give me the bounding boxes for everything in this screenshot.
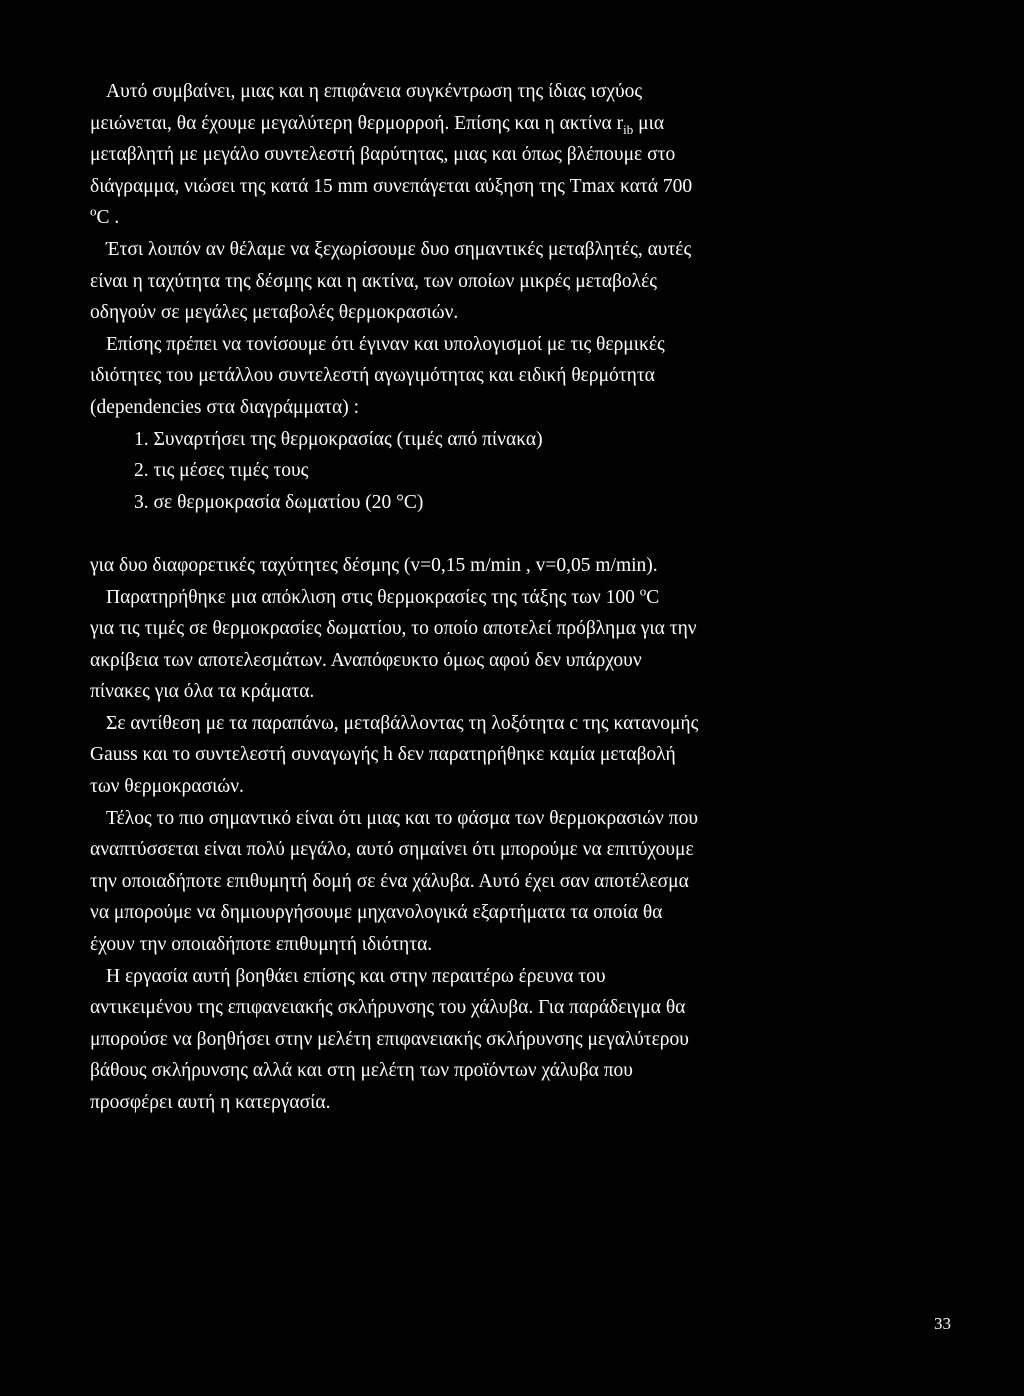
text-line: αντικειμένου της επιφανειακής σκλήρυνσης του χάλυβα. Για παράδειγμα θα xyxy=(90,997,686,1019)
text-line: την οποιαδήποτε επιθυμητή δομή σε ένα χάλυβα. Αυτό έχει σαν αποτέλεσμα xyxy=(90,870,689,892)
text-line: μειώνεται, θα έχουμε μεγαλύτερη θερμορροή. Επίσης και η ακτίνα $r_{ib}$ μια xyxy=(90,112,665,137)
text-line: για δυο διαφορετικές ταχύτητες δέσμης (v=0,15 m/min , v=0,05 m/min). xyxy=(90,554,658,576)
text-line: αναπτύσσεται είναι πολύ μεγάλο, αυτό σημαίνει ότι μπορούμε να επιτύχουμε xyxy=(90,839,694,861)
text-line: για τις τιμές σε θερμοκρασίες δωματίου, το οποίο αποτελεί πρόβλημα για την xyxy=(90,618,697,640)
text-line: Αυτό συμβαίνει, μιας και η επιφάνεια συγκέντρωση της ίδιας ισχύος xyxy=(106,81,643,102)
text-line: ακρίβεια των αποτελεσμάτων. Αναπόφευκτο όμως αφού δεν υπάρχουν xyxy=(90,649,642,671)
text-line: των θερμοκρασιών. xyxy=(90,776,244,798)
text-line: Έτσι λοιπόν αν θέλαμε να ξεχωρίσουμε δυο σημαντικές μεταβλητές, αυτές xyxy=(106,238,692,260)
text-line: μεταβλητή με μεγάλο συντελεστή βαρύτητας, μιας και όπως βλέπουμε στο xyxy=(90,144,676,166)
text-line: είναι η ταχύτητα της δέσμης και η ακτίνα, των οποίων μικρές μεταβολές xyxy=(90,270,657,292)
text-line: Επίσης πρέπει να τονίσουμε ότι έγιναν και υπολογισμοί με τις θερμικές xyxy=(106,333,665,355)
body-text xyxy=(90,76,970,1119)
text-line: μπορούσε να βοηθήσει στην μελέτη επιφανειακής σκλήρυνσης μεγαλύτερου xyxy=(90,1028,689,1050)
text-line: Σε αντίθεση με τα παραπάνω, μεταβάλλοντας τη λοξότητα c της κατανομής xyxy=(106,712,699,734)
text-line: $^o$C . xyxy=(90,203,120,229)
text-line: Η εργασία αυτή βοηθάει επίσης και στην περαιτέρω έρευνα του xyxy=(106,965,606,987)
degree-superscript: o xyxy=(90,203,97,219)
text-line: προσφέρει αυτή η κατεργασία. xyxy=(90,1092,331,1113)
spacer xyxy=(90,518,970,550)
text-line: Τέλος το πιο σημαντικό είναι ότι μιας και το φάσμα των θερμοκρασιών που xyxy=(106,807,698,829)
text-line: Παρατηρήθηκε μια απόκλιση στις θερμοκρασίες της τάξης των 100 $^o$C xyxy=(106,583,660,608)
text-line: ιδιότητες του μετάλλου συντελεστή αγωγιμότητας και ειδική θερμότητα xyxy=(90,365,655,387)
list-item: 3. σε θερμοκρασία δωματίου (20 °C) xyxy=(134,491,424,513)
text-line: βάθους σκλήρυνσης αλλά και στη μελέτη των προϊόντων χάλυβα που xyxy=(90,1060,633,1082)
text-line: οδηγούν σε μεγάλες μεταβολές θερμοκρασιών. xyxy=(90,302,459,324)
list-item: 2. τις μέσες τιμές τους xyxy=(134,460,309,482)
page-number: 33 xyxy=(934,1314,951,1333)
radius-subscript: ib xyxy=(623,121,634,137)
degree-superscript: o xyxy=(639,583,647,598)
text-line: να μπορούμε να δημιουργήσουμε μηχανολογικά εξαρτήματα τα οποία θα xyxy=(90,902,663,924)
text-line: διάγραμμα, νιώσει της κατά 15 mm συνεπάγεται αύξηση της Tmax κατά 700 xyxy=(90,175,693,197)
text-line: (dependencies στα διαγράμματα) : xyxy=(90,396,360,418)
text-line: έχουν την οποιαδήποτε επιθυμητή ιδιότητα. xyxy=(90,934,433,956)
list-item: 1. Συναρτήσει της θερμοκρασίας (τιμές από πίνακα) xyxy=(134,428,543,450)
text-line: πίνακες για όλα τα κράματα. xyxy=(90,681,315,703)
text-line: Gauss και το συντελεστή συναγωγής h δεν παρατηρήθηκε καμία μεταβολή xyxy=(90,744,676,766)
